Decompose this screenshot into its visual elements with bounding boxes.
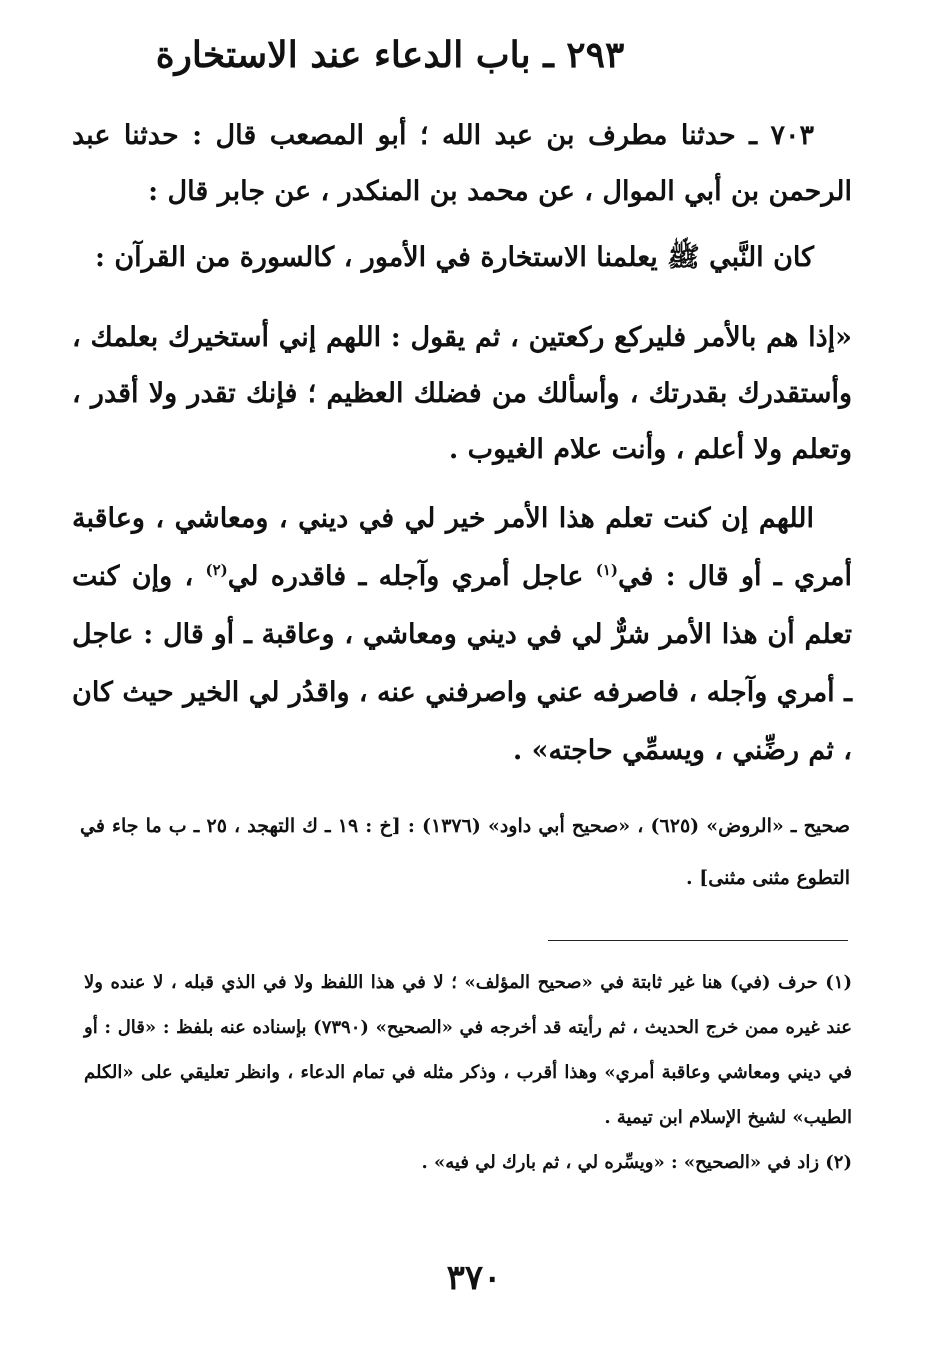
- dua-text-segment-a: اللهم إن كنت تعلم هذا الأمر خير لي في ديني ، ومعاشي ، وعاقبة أمري ـ أو قال : في: [72, 503, 853, 592]
- footnote-2: (٢) زاد في «الصحيح» : «ويسِّره لي ، ثم بارك لي فيه» .: [421, 1152, 852, 1173]
- hadith-intro: كان النَّبي ﷺ يعلمنا الاستخارة في الأمور ، كالسورة من القرآن :: [94, 242, 814, 273]
- hadith-isnad: ٧٠٣ ـ حدثنا مطرف بن عبد الله ؛ أبو المصعب قال : حدثنا عبد الرحمن بن أبي الموال ، عن محمد بن المنكدر ، عن جابر قال :: [72, 120, 852, 207]
- grading-text: ـ «الروض» (٦٢٥) ، «صحيح أبي داود» (١٣٧٦) : [خ : ١٩ ـ ك التهجد ، ٢٥ ـ ب ما جاء في التطوع مثنى مثنى] .: [80, 815, 850, 889]
- chapter-title: ٢٩٣ ـ باب الدعاء عند الاستخارة: [155, 34, 625, 76]
- footnote-ref-2: (٢): [205, 561, 228, 579]
- dua-paragraph-2: [72, 490, 852, 780]
- footnote-ref-1: (١): [595, 561, 618, 579]
- page-number: ٣٧٠: [446, 1258, 502, 1298]
- footnote-divider: [548, 940, 848, 941]
- dua-text-segment-b: عاجل أمري وآجله ـ فاقدره لي: [227, 561, 596, 592]
- footnotes-section: [84, 960, 852, 1185]
- dua-text-segment-c: ، وإن كنت تعلم أن هذا الأمر شرٌّ لي في ديني ومعاشي ، وعاقبة ـ أو قال : عاجل ـ أمري وآجله ، فاصرفه عني واصرفني عنه ، واقدُر لي الخير حيث كان ، ثم رضِّني ، ويسمِّي حاجته» .: [72, 561, 852, 766]
- grading-label: صحيح: [803, 815, 850, 837]
- dua-paragraph-1: «إذا هم بالأمر فليركع ركعتين ، ثم يقول : اللهم إني أستخيرك بعلمك ، وأستقدرك بقدرتك ، وأسألك من فضلك العظيم ؛ فإنك تقدر ولا أقدر ، وتعلم ولا أعلم ، وأنت علام الغيوب .: [72, 322, 852, 465]
- hadith-grading: [80, 800, 850, 904]
- footnote-1: (١) حرف (في) هنا غير ثابتة في «صحيح المؤلف» ؛ لا في هذا اللفظ ولا في الذي قبله ، لا عنده ولا عند غيره ممن خرج الحديث ، ثم رأيته قد أخرجه في «الصحيح» (٧٣٩٠) بإسناده عنه بلفظ : «قال : أو في ديني ومعاشي وعاقبة أمري» وهذا أقرب ، وذكر مثله في تمام الدعاء ، وانظر تعليقي على «الكلم الطيب» لشيخ الإسلام ابن تيمية .: [84, 972, 853, 1128]
